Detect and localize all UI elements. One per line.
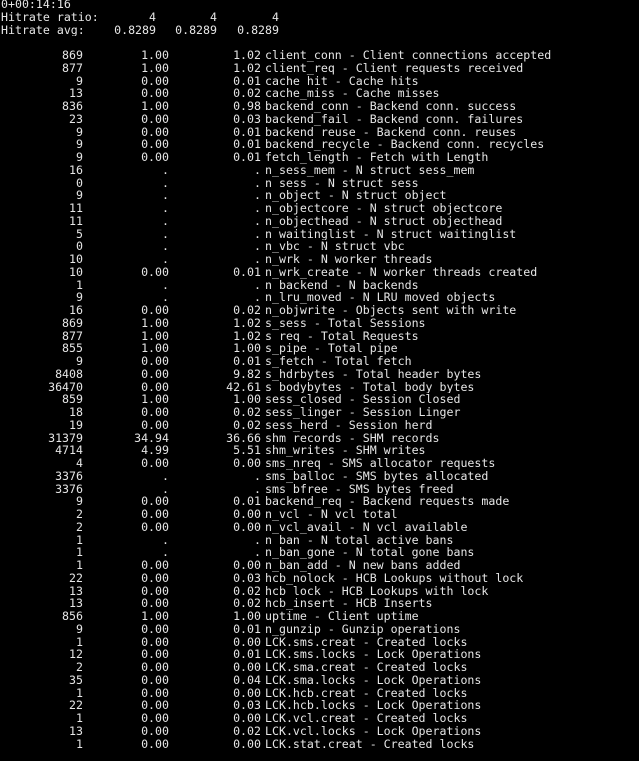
counter-average-value: 0.02 bbox=[233, 87, 261, 100]
counter-description: n_vbc - N struct vbc bbox=[265, 240, 405, 253]
counter-description: cache_miss - Cache misses bbox=[265, 87, 440, 100]
counter-rate-value: 0.00 bbox=[141, 74, 169, 88]
counter-average-value: 0.02 bbox=[233, 304, 261, 317]
counter-current-value: 2 bbox=[76, 520, 83, 534]
counter-description: n_objecthead - N struct objecthead bbox=[265, 214, 503, 228]
counter-rate-value: . bbox=[162, 278, 169, 292]
counter-description: n_ban - N total active bans bbox=[265, 533, 454, 547]
counter-rate-value: 0.00 bbox=[141, 699, 169, 712]
counter-row bbox=[0, 87, 639, 100]
counter-average-value: 1.00 bbox=[233, 610, 261, 623]
counter-description: n_wrk - N worker threads bbox=[265, 253, 433, 266]
counter-description: backend_recycle - Backend conn. recycles bbox=[265, 138, 545, 151]
counter-current-value: 9 bbox=[76, 138, 83, 151]
counter-current-value: 16 bbox=[69, 163, 83, 177]
counter-description: hcb_insert - HCB Inserts bbox=[265, 597, 433, 610]
counter-description: LCK.stat.creat - Created locks bbox=[265, 737, 475, 751]
counter-description: n_object - N struct object bbox=[265, 189, 447, 202]
counter-row bbox=[0, 151, 639, 164]
counter-current-value: 31379 bbox=[48, 431, 83, 445]
counter-current-value: 877 bbox=[62, 61, 83, 75]
counter-description: n_objwrite - Objects sent with write bbox=[265, 304, 517, 317]
counter-average-value: 0.03 bbox=[233, 571, 261, 585]
counter-description: LCK.sms.locks - Lock Operations bbox=[265, 648, 482, 661]
counter-row bbox=[0, 572, 639, 585]
counter-row bbox=[0, 253, 639, 266]
counter-description: LCK.vcl.locks - Lock Operations bbox=[265, 724, 482, 738]
counter-rate-value: 0.00 bbox=[141, 87, 169, 100]
counter-average-value: 0.01 bbox=[233, 355, 261, 368]
counter-row bbox=[0, 189, 639, 202]
counter-average-value: 1.00 bbox=[233, 342, 261, 355]
counter-current-value: 11 bbox=[69, 202, 83, 215]
counter-rate-value: 1.00 bbox=[141, 316, 169, 330]
counter-rate-value: 0.00 bbox=[141, 661, 169, 674]
counter-row bbox=[0, 457, 639, 470]
hitrate-avg-value: 0.8289 bbox=[237, 23, 279, 37]
counter-rate-value: 34.94 bbox=[134, 431, 169, 445]
counter-rate-value: 0.00 bbox=[141, 724, 169, 738]
counter-row bbox=[0, 368, 639, 381]
counter-current-value: 22 bbox=[69, 571, 83, 585]
counter-rate-value: 1.00 bbox=[141, 610, 169, 623]
counter-rate-value: 0.00 bbox=[141, 138, 169, 151]
counter-row bbox=[0, 508, 639, 521]
counter-rate-value: . bbox=[162, 163, 169, 177]
hitrate-avg-value: 0.8289 bbox=[114, 23, 156, 37]
counter-rate-value: . bbox=[162, 214, 169, 228]
counter-current-value: 1 bbox=[76, 278, 83, 292]
counter-average-value: . bbox=[254, 253, 261, 266]
counter-average-value: 0.04 bbox=[233, 673, 261, 687]
counter-current-value: 1 bbox=[76, 712, 83, 725]
counter-average-value: 0.01 bbox=[233, 151, 261, 164]
counter-description: hcb_lock - HCB Lookups with lock bbox=[265, 584, 489, 598]
counter-rate-value: . bbox=[162, 202, 169, 215]
counter-current-value: 836 bbox=[62, 100, 83, 113]
counter-row bbox=[0, 687, 639, 700]
counter-description: s_bodybytes - Total body bytes bbox=[265, 380, 475, 394]
counter-average-value: 0.01 bbox=[233, 138, 261, 151]
counter-average-value: . bbox=[254, 469, 261, 483]
counter-row bbox=[0, 100, 639, 113]
counter-current-value: 855 bbox=[62, 342, 83, 355]
counter-row bbox=[0, 291, 639, 304]
hitrate-avg-label: Hitrate avg: bbox=[1, 23, 85, 37]
counter-average-value: 0.02 bbox=[233, 406, 261, 419]
counter-row bbox=[0, 75, 639, 88]
counter-row bbox=[0, 406, 639, 419]
counter-description: fetch_length - Fetch with Length bbox=[265, 151, 489, 164]
counter-rate-value: . bbox=[162, 533, 169, 547]
counter-description: LCK.hcb.creat - Created locks bbox=[265, 686, 468, 700]
counter-current-value: 13 bbox=[69, 584, 83, 598]
counter-description: cache_hit - Cache hits bbox=[265, 74, 419, 88]
counter-current-value: 9 bbox=[76, 495, 83, 508]
counter-row bbox=[0, 342, 639, 355]
counter-current-value: 9 bbox=[76, 355, 83, 368]
counter-rate-value: 0.00 bbox=[141, 737, 169, 751]
counter-description: LCK.sms.creat - Created locks bbox=[265, 635, 468, 649]
counter-description: client_req - Client requests received bbox=[265, 61, 524, 75]
counter-average-value: 9.82 bbox=[233, 367, 261, 381]
counter-rate-value: 0.00 bbox=[141, 559, 169, 572]
counter-average-value: . bbox=[254, 227, 261, 241]
counter-description: backend_fail - Backend conn. failures bbox=[265, 112, 524, 126]
counter-average-value: 0.01 bbox=[233, 648, 261, 661]
counter-row bbox=[0, 495, 639, 508]
counter-average-value: 0.00 bbox=[233, 520, 261, 534]
counter-row bbox=[0, 381, 639, 394]
counter-rate-value: . bbox=[162, 482, 169, 496]
counter-rate-value: . bbox=[162, 240, 169, 253]
counter-row bbox=[0, 202, 639, 215]
hitrate-ratio-line bbox=[0, 11, 639, 24]
counter-average-value: 1.02 bbox=[233, 316, 261, 330]
blank-line bbox=[0, 36, 639, 49]
counter-row bbox=[0, 623, 639, 636]
counter-row bbox=[0, 279, 639, 292]
counter-description: LCK.vcl.creat - Created locks bbox=[265, 712, 468, 725]
counter-row bbox=[0, 699, 639, 712]
counter-average-value: 0.00 bbox=[233, 686, 261, 700]
counter-average-value: 0.00 bbox=[233, 737, 261, 751]
counter-average-value: . bbox=[254, 214, 261, 228]
counter-description: uptime - Client uptime bbox=[265, 610, 419, 623]
counter-average-value: 36.66 bbox=[226, 431, 261, 445]
counter-current-value: 9 bbox=[76, 291, 83, 304]
counter-description: shm_records - SHM records bbox=[265, 431, 440, 445]
counter-row bbox=[0, 164, 639, 177]
counter-current-value: 9 bbox=[76, 189, 83, 202]
counter-rate-value: 0.00 bbox=[141, 418, 169, 432]
counter-current-value: 3376 bbox=[55, 469, 83, 483]
counter-average-value: . bbox=[254, 291, 261, 304]
counter-rate-value: 0.00 bbox=[141, 265, 169, 279]
counter-row bbox=[0, 266, 639, 279]
counter-rate-value: 0.00 bbox=[141, 457, 169, 470]
counter-rate-value: 0.00 bbox=[141, 151, 169, 164]
counter-rate-value: 0.00 bbox=[141, 508, 169, 521]
counter-average-value: 1.00 bbox=[233, 393, 261, 406]
counter-current-value: 1 bbox=[76, 686, 83, 700]
counter-description: backend_reuse - Backend conn. reuses bbox=[265, 125, 517, 139]
counter-rate-value: 0.00 bbox=[141, 406, 169, 419]
hitrate-ratio-value: 4 bbox=[149, 10, 156, 24]
counter-average-value: 0.00 bbox=[233, 559, 261, 572]
counter-row bbox=[0, 177, 639, 190]
counter-rate-value: 0.00 bbox=[141, 648, 169, 661]
counter-current-value: 22 bbox=[69, 699, 83, 712]
counter-description: LCK.sma.creat - Created locks bbox=[265, 661, 468, 674]
counter-current-value: 13 bbox=[69, 87, 83, 100]
counter-average-value: 0.00 bbox=[233, 508, 261, 521]
counter-current-value: 16 bbox=[69, 304, 83, 317]
counter-rate-value: 0.00 bbox=[141, 622, 169, 636]
counter-current-value: 9 bbox=[76, 151, 83, 164]
counter-description: n_waitinglist - N struct waitinglist bbox=[265, 227, 517, 241]
hitrate-ratio-value: 4 bbox=[210, 10, 217, 24]
counter-rate-value: 1.00 bbox=[141, 49, 169, 62]
counter-average-value: 0.00 bbox=[233, 635, 261, 649]
counter-average-value: 0.03 bbox=[233, 112, 261, 126]
counter-current-value: 12 bbox=[69, 648, 83, 661]
counter-description: n_ban_gone - N total gone bans bbox=[265, 546, 475, 559]
counter-description: sess_linger - Session Linger bbox=[265, 406, 461, 419]
counter-description: s_fetch - Total fetch bbox=[265, 355, 412, 368]
counter-description: LCK.sma.locks - Lock Operations bbox=[265, 673, 482, 687]
counter-average-value: 0.00 bbox=[233, 661, 261, 674]
counter-row bbox=[0, 126, 639, 139]
counter-description: sess_closed - Session Closed bbox=[265, 393, 461, 406]
counter-average-value: 0.00 bbox=[233, 457, 261, 470]
counter-current-value: 35 bbox=[69, 673, 83, 687]
counter-row bbox=[0, 661, 639, 674]
counter-row bbox=[0, 138, 639, 151]
counter-average-value: . bbox=[254, 278, 261, 292]
counter-rate-value: 1.00 bbox=[141, 100, 169, 113]
counter-row bbox=[0, 470, 639, 483]
counter-rate-value: . bbox=[162, 291, 169, 304]
counter-rate-value: 0.00 bbox=[141, 125, 169, 139]
counter-average-value: 0.02 bbox=[233, 724, 261, 738]
counter-rate-value: 0.00 bbox=[141, 686, 169, 700]
counter-description: backend_conn - Backend conn. success bbox=[265, 100, 517, 113]
counter-average-value: . bbox=[254, 163, 261, 177]
counter-average-value: . bbox=[254, 533, 261, 547]
counter-current-value: 9 bbox=[76, 622, 83, 636]
counter-average-value: 1.02 bbox=[233, 61, 261, 75]
counter-current-value: 1 bbox=[76, 546, 83, 559]
counter-current-value: 36470 bbox=[48, 380, 83, 394]
counter-row bbox=[0, 712, 639, 725]
uptime-value: 0+00:14:16 bbox=[1, 0, 71, 11]
counter-description: n_backend - N backends bbox=[265, 278, 419, 292]
counter-description: backend_req - Backend requests made bbox=[265, 495, 510, 508]
counter-average-value: . bbox=[254, 189, 261, 202]
counter-average-value: 0.02 bbox=[233, 597, 261, 610]
counter-current-value: 11 bbox=[69, 214, 83, 228]
counter-description: n_ban_add - N new bans added bbox=[265, 559, 461, 572]
hitrate-avg-line bbox=[0, 24, 639, 37]
counter-current-value: 10 bbox=[69, 265, 83, 279]
counter-current-value: 18 bbox=[69, 406, 83, 419]
counter-current-value: 13 bbox=[69, 597, 83, 610]
counter-average-value: . bbox=[254, 240, 261, 253]
counter-current-value: 3376 bbox=[55, 482, 83, 496]
counter-average-value: 0.02 bbox=[233, 418, 261, 432]
counter-rate-value: 0.00 bbox=[141, 367, 169, 381]
counter-rate-value: . bbox=[162, 546, 169, 559]
counter-description: sms_bfree - SMS bytes freed bbox=[265, 482, 454, 496]
counter-current-value: 856 bbox=[62, 610, 83, 623]
counter-row bbox=[0, 636, 639, 649]
counter-current-value: 8408 bbox=[55, 367, 83, 381]
counter-row bbox=[0, 330, 639, 343]
counter-row bbox=[0, 483, 639, 496]
counter-rate-value: . bbox=[162, 176, 169, 190]
counter-description: n_vcl - N vcl total bbox=[265, 508, 398, 521]
counter-description: n_objectcore - N struct objectcore bbox=[265, 202, 503, 215]
counter-row bbox=[0, 49, 639, 62]
counter-average-value: 42.61 bbox=[226, 380, 261, 394]
counter-rate-value: 0.00 bbox=[141, 584, 169, 598]
counter-current-value: 1 bbox=[76, 559, 83, 572]
counter-rate-value: 0.00 bbox=[141, 673, 169, 687]
counter-description: n_sess_mem - N struct sess_mem bbox=[265, 163, 475, 177]
uptime-line bbox=[0, 0, 639, 11]
counter-row bbox=[0, 585, 639, 598]
counter-average-value: 1.02 bbox=[233, 329, 261, 343]
counter-row bbox=[0, 534, 639, 547]
counter-average-value: 0.02 bbox=[233, 584, 261, 598]
counter-row bbox=[0, 648, 639, 661]
counter-current-value: 2 bbox=[76, 508, 83, 521]
counter-row bbox=[0, 113, 639, 126]
counter-row bbox=[0, 738, 639, 751]
counter-rate-value: 0.00 bbox=[141, 597, 169, 610]
counter-current-value: 19 bbox=[69, 418, 83, 432]
counter-current-value: 869 bbox=[62, 316, 83, 330]
counter-current-value: 859 bbox=[62, 393, 83, 406]
counter-description: s_sess - Total Sessions bbox=[265, 316, 426, 330]
counter-rate-value: 0.00 bbox=[141, 355, 169, 368]
counter-description: s_req - Total Requests bbox=[265, 329, 419, 343]
counter-current-value: 1 bbox=[76, 635, 83, 649]
counter-average-value: 1.02 bbox=[233, 49, 261, 62]
counter-rate-value: 0.00 bbox=[141, 635, 169, 649]
counter-current-value: 9 bbox=[76, 125, 83, 139]
hitrate-ratio-value: 4 bbox=[272, 10, 279, 24]
counter-average-value: 0.01 bbox=[233, 125, 261, 139]
hitrate-ratio-label: Hitrate ratio: bbox=[1, 10, 99, 24]
counter-current-value: 10 bbox=[69, 253, 83, 266]
counter-row bbox=[0, 304, 639, 317]
counter-row bbox=[0, 215, 639, 228]
counter-rate-value: . bbox=[162, 469, 169, 483]
counter-average-value: 0.01 bbox=[233, 265, 261, 279]
counter-current-value: 0 bbox=[76, 176, 83, 190]
counter-average-value: 0.98 bbox=[233, 100, 261, 113]
counter-current-value: 4714 bbox=[55, 444, 83, 457]
counter-row bbox=[0, 240, 639, 253]
counter-row bbox=[0, 355, 639, 368]
counter-row bbox=[0, 419, 639, 432]
counter-rate-value: 0.00 bbox=[141, 304, 169, 317]
counter-rate-value: 0.00 bbox=[141, 112, 169, 126]
counter-row bbox=[0, 317, 639, 330]
counter-current-value: 2 bbox=[76, 661, 83, 674]
counter-description: n_lru_moved - N LRU moved objects bbox=[265, 291, 496, 304]
counter-average-value: 0.01 bbox=[233, 74, 261, 88]
counter-row bbox=[0, 725, 639, 738]
counter-rate-value: 0.00 bbox=[141, 712, 169, 725]
counter-row bbox=[0, 559, 639, 572]
counter-rate-value: 0.00 bbox=[141, 380, 169, 394]
counter-row bbox=[0, 521, 639, 534]
counter-description: shm_writes - SHM writes bbox=[265, 444, 426, 457]
counter-average-value: 5.51 bbox=[233, 444, 261, 457]
counter-rate-value: . bbox=[162, 189, 169, 202]
counter-description: s_hdrbytes - Total header bytes bbox=[265, 367, 482, 381]
counter-average-value: 0.00 bbox=[233, 712, 261, 725]
counter-current-value: 869 bbox=[62, 49, 83, 62]
counter-rate-value: 0.00 bbox=[141, 520, 169, 534]
hitrate-avg-value: 0.8289 bbox=[175, 23, 217, 37]
counter-current-value: 4 bbox=[76, 457, 83, 470]
counter-rate-value: 1.00 bbox=[141, 342, 169, 355]
counter-description: s_pipe - Total pipe bbox=[265, 342, 398, 355]
counter-rate-value: 4.99 bbox=[141, 444, 169, 457]
counter-rate-value: . bbox=[162, 253, 169, 266]
counter-row bbox=[0, 432, 639, 445]
counter-description: sms_balloc - SMS bytes allocated bbox=[265, 469, 489, 483]
counter-rate-value: . bbox=[162, 227, 169, 241]
counter-row bbox=[0, 444, 639, 457]
counter-average-value: 0.03 bbox=[233, 699, 261, 712]
counter-description: n_wrk_create - N worker threads created bbox=[265, 265, 538, 279]
counter-row bbox=[0, 228, 639, 241]
counter-average-value: . bbox=[254, 546, 261, 559]
counter-current-value: 5 bbox=[76, 227, 83, 241]
counter-description: sess_herd - Session herd bbox=[265, 418, 433, 432]
counter-description: n_sess - N struct sess bbox=[265, 176, 419, 190]
counter-current-value: 13 bbox=[69, 724, 83, 738]
counter-rate-value: 1.00 bbox=[141, 61, 169, 75]
counter-rate-value: 0.00 bbox=[141, 495, 169, 508]
counter-row bbox=[0, 674, 639, 687]
counter-description: n_gunzip - Gunzip operations bbox=[265, 622, 461, 636]
counter-list bbox=[0, 49, 639, 750]
counter-description: n_vcl_avail - N vcl available bbox=[265, 520, 468, 534]
counter-rate-value: 0.00 bbox=[141, 571, 169, 585]
counter-average-value: 0.01 bbox=[233, 495, 261, 508]
counter-description: sms_nreq - SMS allocator requests bbox=[265, 457, 496, 470]
counter-row bbox=[0, 393, 639, 406]
counter-average-value: . bbox=[254, 176, 261, 190]
counter-description: LCK.hcb.locks - Lock Operations bbox=[265, 699, 482, 712]
counter-current-value: 23 bbox=[69, 112, 83, 126]
counter-row bbox=[0, 546, 639, 559]
counter-average-value: 0.01 bbox=[233, 622, 261, 636]
counter-average-value: . bbox=[254, 202, 261, 215]
counter-row bbox=[0, 62, 639, 75]
counter-description: client_conn - Client connections accepted bbox=[265, 49, 552, 62]
counter-row bbox=[0, 597, 639, 610]
counter-current-value: 877 bbox=[62, 329, 83, 343]
counter-current-value: 1 bbox=[76, 737, 83, 751]
counter-current-value: 1 bbox=[76, 533, 83, 547]
counter-current-value: 0 bbox=[76, 240, 83, 253]
counter-rate-value: 1.00 bbox=[141, 329, 169, 343]
counter-description: hcb_nolock - HCB Lookups without lock bbox=[265, 571, 524, 585]
counter-current-value: 9 bbox=[76, 74, 83, 88]
counter-average-value: . bbox=[254, 482, 261, 496]
counter-rate-value: 1.00 bbox=[141, 393, 169, 406]
counter-row bbox=[0, 610, 639, 623]
